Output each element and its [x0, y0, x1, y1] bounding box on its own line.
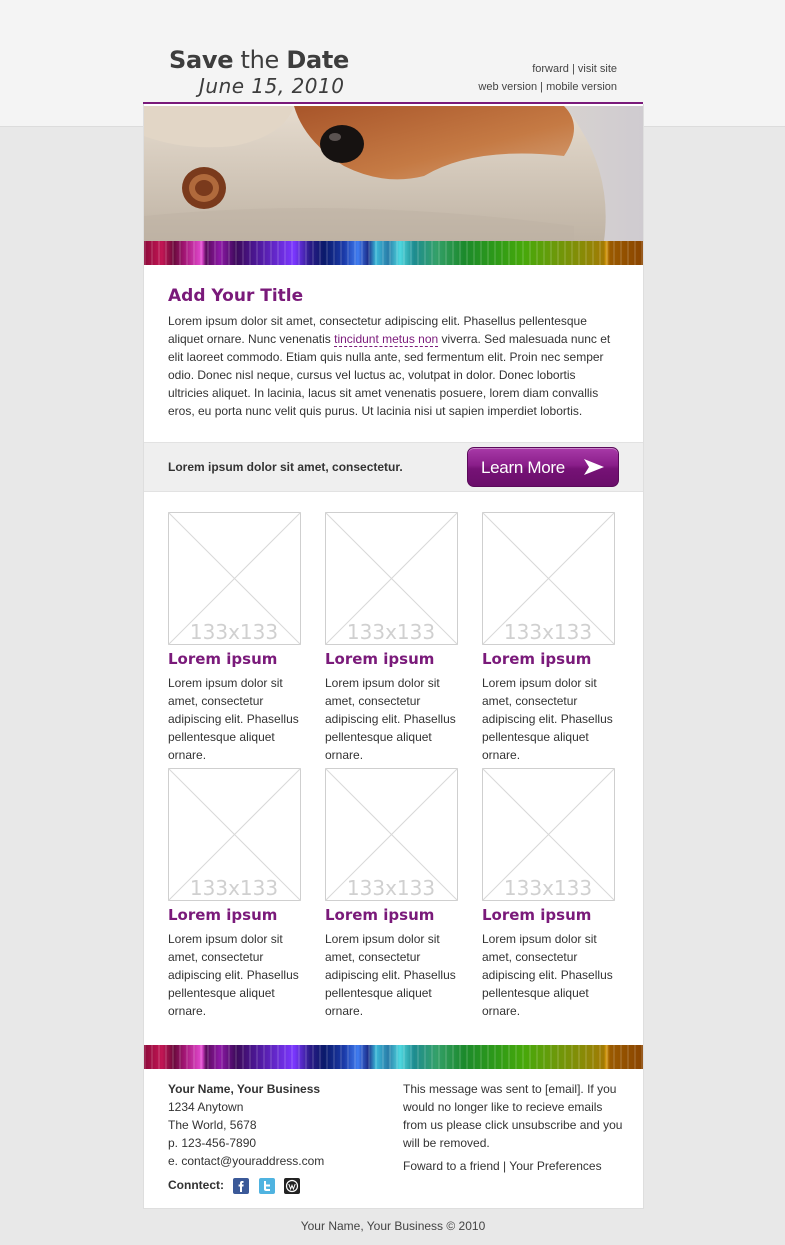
business-name: Your Name, Your Business	[168, 1082, 321, 1096]
placeholder-label: 133x133	[189, 876, 279, 900]
mobile-version-link[interactable]: mobile version	[546, 81, 617, 93]
grid-item-text: Lorem ipsum dolor sit amet, consectetur adipiscing elit. Phasellus pellentesque aliquet ornare.	[482, 932, 613, 1018]
intro-text-part: viverra. Sed malesuada nunc et elit laoreet commodo. Etiam quis nulla ante, sed fermentum elit. Proin nec semper odio. Donec nisl neque, cursus vel luctus ac, volutpat in dolor. Donec lobortis ultricies aliquet. In lacinia, lacus sit amet venenatis posuere, lorem diam convallis eros, eu porta nunc velit quis purus. Ut lacinia nisi ut sapien imperdiet lobortis.	[168, 332, 611, 418]
separator: |	[499, 1159, 510, 1173]
web-version-link[interactable]: web version	[478, 81, 538, 93]
placeholder-label: 133x133	[503, 620, 593, 644]
separator: |	[568, 63, 578, 75]
intro-link[interactable]: tincidunt metus non	[334, 332, 439, 346]
visit-site-link[interactable]: visit site	[577, 63, 617, 75]
forward-link[interactable]: forward	[532, 63, 569, 75]
email: e. contact@youraddress.com	[168, 1154, 325, 1168]
connect-label: Conntect:	[168, 1178, 224, 1192]
footer-links	[403, 1157, 623, 1175]
grid-item-title: Lorem ipsum	[482, 906, 592, 924]
grid-item-title: Lorem ipsum	[482, 650, 592, 668]
footer-message	[403, 1080, 623, 1175]
grid-item-title: Lorem ipsum	[168, 906, 278, 924]
separator: |	[537, 81, 547, 93]
hero-image	[144, 106, 643, 241]
placeholder-label: 133x133	[189, 620, 279, 644]
grid-item-title: Lorem ipsum	[325, 650, 435, 668]
arrow-right-icon	[583, 458, 605, 476]
cta-text: Lorem ipsum dolor sit amet, consectetur.	[168, 460, 403, 474]
placeholder-label: 133x133	[346, 620, 436, 644]
intro-section	[168, 286, 618, 420]
address-line: The World, 5678	[168, 1118, 257, 1132]
header	[143, 0, 643, 104]
email-container	[143, 104, 644, 1209]
rainbow-stripe	[144, 1045, 643, 1069]
event-date: June 15, 2010	[199, 74, 345, 98]
grid-item-title: Lorem ipsum	[168, 650, 278, 668]
image-placeholder	[168, 768, 301, 901]
intro-text-part: Lorem ipsum dolor sit amet, consectetur adipiscing elit. Phasellus pellentesque aliquet ornare. Nunc venenatis	[168, 314, 587, 346]
learn-more-label: Learn More	[481, 458, 565, 477]
image-placeholder	[325, 512, 458, 645]
image-placeholder	[168, 512, 301, 645]
grid-item-text: Lorem ipsum dolor sit amet, consectetur adipiscing elit. Phasellus pellentesque aliquet ornare.	[168, 932, 299, 1018]
intro-title: Add Your Title	[168, 286, 304, 306]
grid-item-text: Lorem ipsum dolor sit amet, consectetur adipiscing elit. Phasellus pellentesque aliquet ornare.	[168, 676, 299, 762]
page-title	[169, 46, 349, 74]
facebook-icon[interactable]	[233, 1178, 249, 1194]
grid-item-text: Lorem ipsum dolor sit amet, consectetur adipiscing elit. Phasellus pellentesque aliquet ornare.	[325, 676, 456, 762]
image-placeholder	[482, 768, 615, 901]
title-the: the	[233, 46, 287, 74]
connect-row	[168, 1176, 368, 1196]
learn-more-button[interactable]	[467, 447, 619, 487]
plush-toy-image	[144, 106, 643, 241]
image-placeholder	[325, 768, 458, 901]
grid-item-text: Lorem ipsum dolor sit amet, consectetur adipiscing elit. Phasellus pellentesque aliquet ornare.	[325, 932, 456, 1018]
image-placeholder	[482, 512, 615, 645]
unsubscribe-message: This message was sent to [email]. If you would no longer like to recieve emails from us please click unsubscribe and you will be removed.	[403, 1082, 623, 1150]
placeholder-label: 133x133	[503, 876, 593, 900]
forward-to-friend-link[interactable]: Foward to a friend	[403, 1159, 500, 1173]
wordpress-icon[interactable]	[284, 1178, 300, 1194]
grid-item-text: Lorem ipsum dolor sit amet, consectetur adipiscing elit. Phasellus pellentesque aliquet ornare.	[482, 676, 613, 762]
intro-text	[168, 312, 618, 420]
phone: p. 123-456-7890	[168, 1136, 257, 1150]
cta-band	[144, 442, 643, 492]
rainbow-stripe	[144, 241, 643, 265]
preferences-link[interactable]: Your Preferences	[509, 1159, 602, 1173]
address-line: 1234 Anytown	[168, 1100, 244, 1114]
footer-contact	[168, 1080, 368, 1196]
copyright: Your Name, Your Business © 2010	[300, 1219, 486, 1233]
placeholder-label: 133x133	[346, 876, 436, 900]
twitter-icon[interactable]	[259, 1178, 275, 1194]
title-date: Date	[286, 46, 350, 74]
grid-item-title: Lorem ipsum	[325, 906, 435, 924]
title-save: Save	[169, 46, 234, 74]
header-links	[478, 60, 617, 96]
